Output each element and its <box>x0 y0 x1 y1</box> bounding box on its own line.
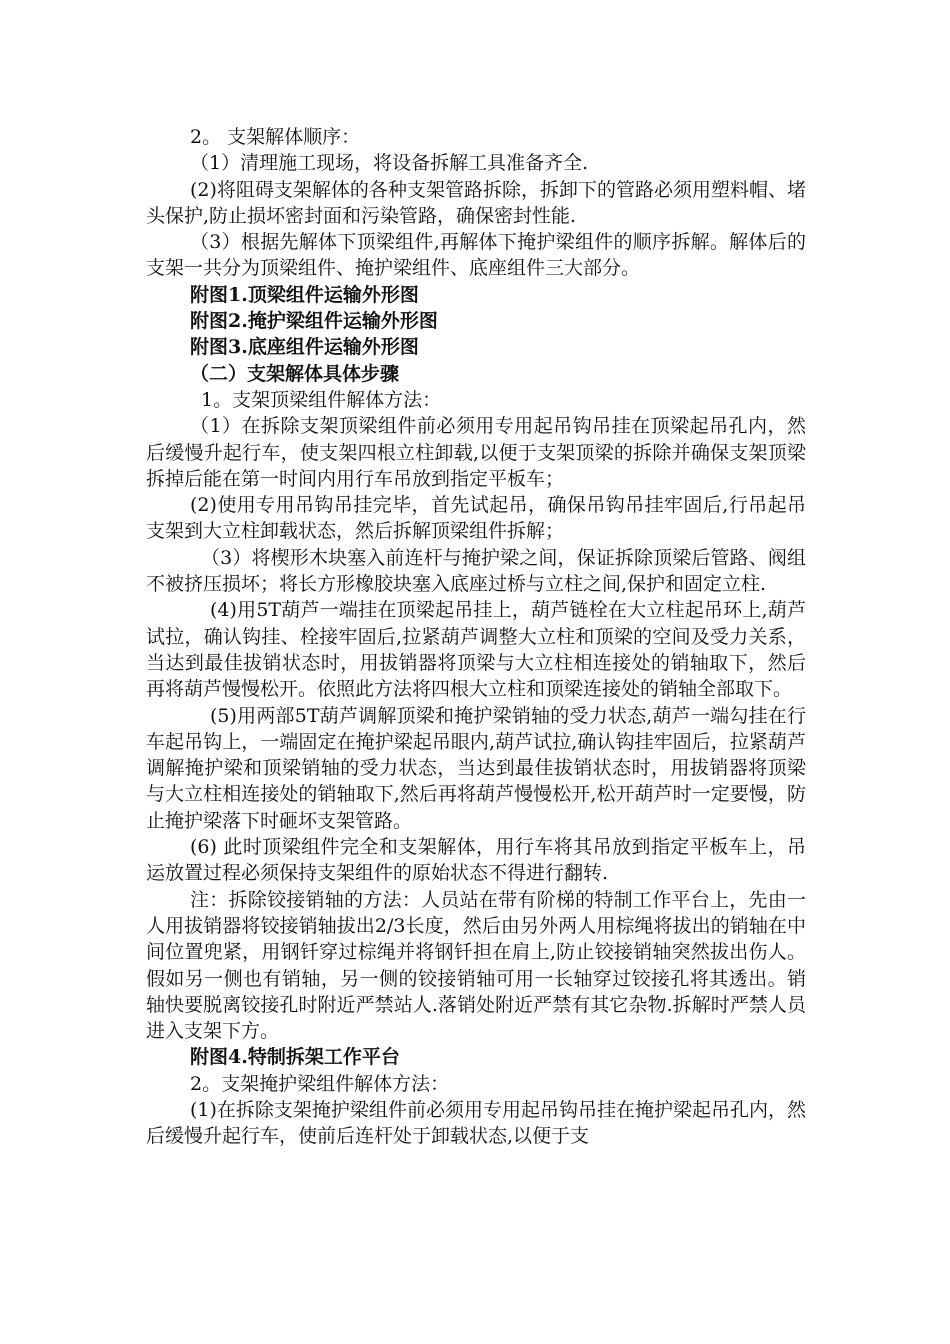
section-heading: 附图4.特制拆架工作平台 <box>190 1046 400 1069</box>
document-body <box>146 124 806 1150</box>
section-heading: 附图1.顶梁组件运输外形图 <box>190 283 419 306</box>
section-heading: 附图3.底座组件运输外形图 <box>190 336 419 359</box>
paragraph: 1。支架顶梁组件解体方法： <box>201 388 442 411</box>
paragraph: 注：拆除铰接销轴的方法：人员站在带有阶梯的特制工作平台上，先由一人用拔销器将铰接销轴拔出2/3长度，然后由另外两人用棕绳将拔出的销轴在中间位置兜紧，用钢钎穿过棕绳并将钢钎担在肩上,防止铰接销轴突然拔出伤人。假如另一侧也有销轴，另一侧的铰接销轴可用一长轴穿过铰接孔将其透出。销轴快要脱离铰接孔时附近严禁站人.落销处附近严禁有其它杂物.拆解时严禁人员进入支架下方。 <box>146 888 806 1043</box>
paragraph: (4)用5T葫芦一端挂在顶梁起吊挂上，葫芦链栓在大立柱起吊环上,葫芦试拉，确认钩挂、栓接牢固后,拉紧葫芦调整大立柱和顶梁的空间及受力关系，当达到最佳拔销状态时，用拔销器将顶梁与大立柱相连接处的销轴取下，然后再将葫芦慢慢松开。依照此方法将四根大立柱和顶梁连接处的销轴全部取下。 <box>146 599 806 701</box>
paragraph: (2)将阻碍支架解体的各种支架管路拆除，拆卸下的管路必须用塑料帽、堵头保护,防止损坏密封面和污染管路，确保密封性能. <box>146 178 806 227</box>
paragraph: （3）将楔形木块塞入前连杆与掩护梁之间，保证拆除顶梁后管路、阀组不被挤压损坏；将长方形橡胶块塞入底座过桥与立柱之间,保护和固定立柱. <box>146 546 806 596</box>
paragraph: （1）清理施工现场，将设备拆解工具准备齐全. <box>190 152 589 175</box>
paragraph: （1）在拆除支架顶梁组件前必须用专用起吊钩吊挂在顶梁起吊孔内，然后缓慢升起行车，使支架四根立柱卸载,以便于支架顶梁的拆除并确保支架顶梁拆掉后能在第一时间内用行车吊放到指定平板车； <box>146 415 806 490</box>
paragraph: (5)用两部5T葫芦调解顶梁和掩护梁销轴的受力状态,葫芦一端勾挂在行车起吊钩上，一端固定在掩护梁起吊眼内,葫芦试拉,确认钩挂牢固后，拉紧葫芦调解掩护梁和顶梁销轴的受力状态，当达到最佳拔销状态时，用拔销器将顶梁与大立柱相连接处的销轴取下,然后再将葫芦慢慢松开,松开葫芦时一定要慢，防止掩护梁落下时砸坏支架管路。 <box>146 704 806 832</box>
section-heading: （二）支架解体具体步骤 <box>190 362 400 385</box>
section-heading: 附图2.掩护梁组件运输外形图 <box>190 310 438 333</box>
paragraph: 2。支架掩护梁组件解体方法： <box>190 1072 450 1095</box>
paragraph: (2)使用专用吊钩吊挂完毕，首先试起吊，确保吊钩吊挂牢固后,行吊起吊支架到大立柱卸载状态，然后拆解顶梁组件拆解； <box>146 494 806 543</box>
paragraph: (1)在拆除支架掩护梁组件前必须用专用起吊钩吊挂在掩护梁起吊孔内，然后缓慢升起行车，使前后连杆处于卸载状态,以便于支 <box>146 1098 806 1148</box>
paragraph: 2。 支架解体顺序： <box>190 126 361 148</box>
paragraph: （3）根据先解体下顶梁组件,再解体下掩护梁组件的顺序拆解。解体后的支架一共分为顶梁组件、掩护梁组件、底座组件三大部分。 <box>146 231 806 280</box>
paragraph: (6) 此时顶梁组件完全和支架解体，用行车将其吊放到指定平板车上，吊运放置过程必须保持支架组件的原始状态不得进行翻转. <box>146 836 806 885</box>
